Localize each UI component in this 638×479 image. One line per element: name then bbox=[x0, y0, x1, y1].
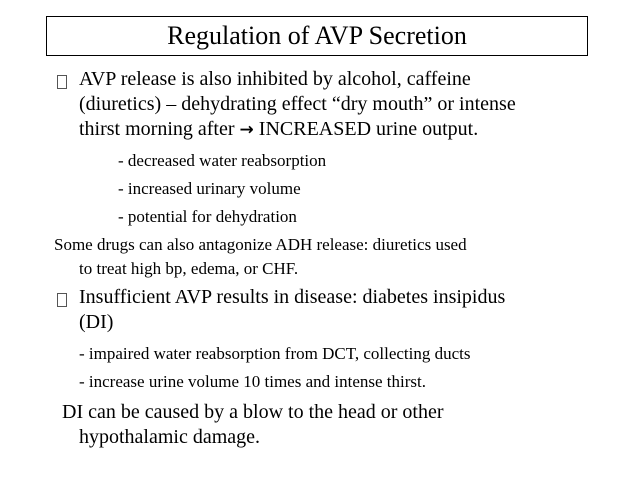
note1-line2: to treat high bp, edema, or CHF. bbox=[79, 259, 299, 278]
note2-line1: DI can be caused by a blow to the head or other bbox=[62, 401, 444, 423]
slide-title: Regulation of AVP Secretion bbox=[167, 21, 467, 50]
bullet1-line1: AVP release is also inhibited by alcohol, caffeine bbox=[79, 68, 471, 90]
sub1-item: - decreased water reabsorption bbox=[118, 151, 327, 170]
sub2-item: - increase urine volume 10 times and intense thirst. bbox=[79, 372, 426, 391]
bullet1-line2: (diuretics) – dehydrating effect “dry mouth” or intense bbox=[79, 93, 516, 115]
bullet2-line1: Insufficient AVP results in disease: diabetes insipidus bbox=[79, 286, 506, 308]
right-arrow-icon: → bbox=[239, 120, 254, 140]
sub1-item: - increased urinary volume bbox=[118, 179, 301, 198]
bullet1-line3-end: INCREASED urine output. bbox=[253, 118, 479, 140]
bullet1-line3 bbox=[79, 118, 478, 141]
note1-line1: Some drugs can also antagonize ADH release: diuretics used bbox=[54, 235, 467, 254]
note2-line2: hypothalamic damage. bbox=[79, 426, 261, 448]
bullet1-line3-start: thirst morning after bbox=[79, 118, 240, 140]
empty-square-bullet-icon bbox=[57, 75, 67, 89]
empty-square-bullet-icon bbox=[57, 293, 67, 307]
sub2-item: - impaired water reabsorption from DCT, collecting ducts bbox=[79, 344, 471, 363]
bullet2-line2: (DI) bbox=[79, 311, 114, 333]
slide-title-box bbox=[46, 16, 588, 56]
sub1-item: - potential for dehydration bbox=[118, 207, 297, 226]
